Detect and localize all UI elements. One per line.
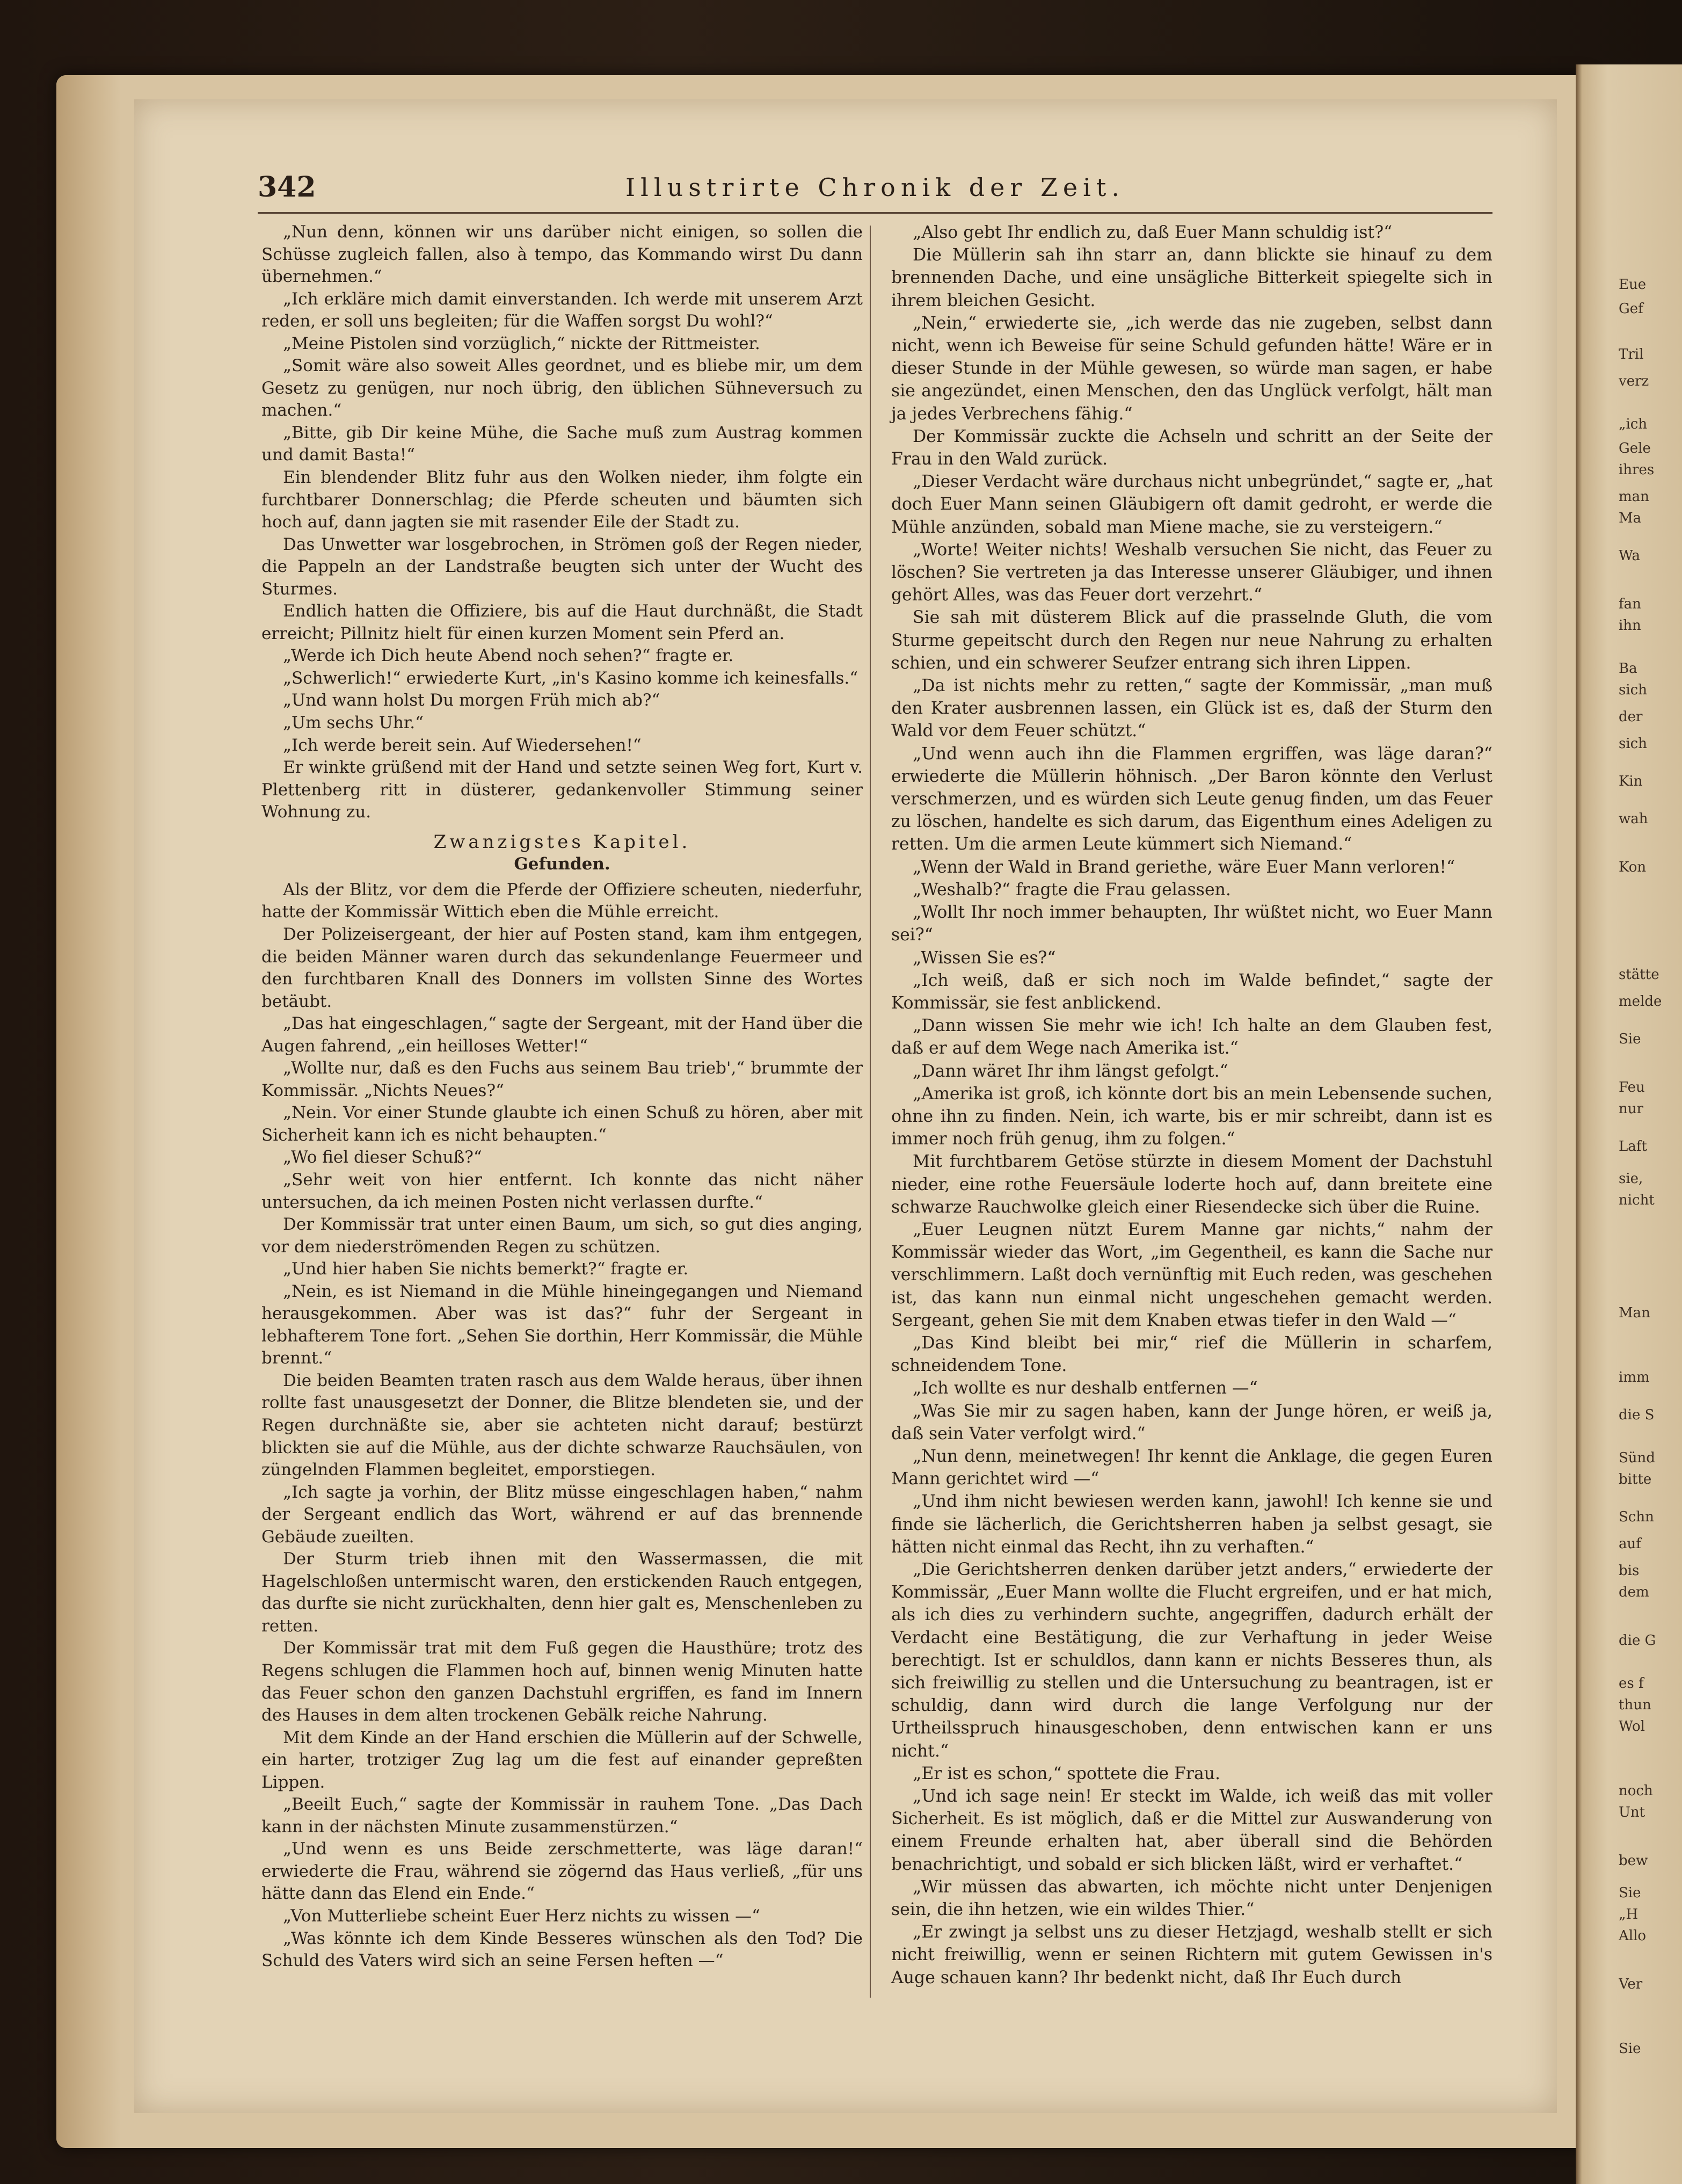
paragraph: „Und ihm nicht bewiesen werden kann, jawohl! Ich kenne sie und finde sie lächerlich, die Gerichtsherren haben ja selbst gesagt, sie hätten nicht einmal das Recht, ihn zu verhaften.“ [891, 1492, 1492, 1557]
paragraph: „Nein, es ist Niemand in die Mühle hineingegangen und Niemand herausgekommen. Aber was ist das?“ fuhr der Sergeant in lebhafterem Tone fort. „Sehen Sie dorthin, Herr Kommissär, die Mühle brennt.“ [261, 1281, 863, 1368]
left-column-text [261, 221, 863, 824]
adjacent-page-fragment: Ba [1619, 661, 1637, 677]
adjacent-page-fragment: die S [1619, 1407, 1655, 1423]
adjacent-page-fragment: Gef [1619, 301, 1643, 317]
paragraph: Ein blendender Blitz fuhr aus den Wolken nieder, ihm folgte ein furchtbarer Donnerschlag; die Pferde scheuten und bäumten sich hoch auf, dann jagten sie mit rasender Eile der Stadt zu. [261, 468, 863, 532]
paragraph: Der Kommissär trat unter einen Baum, um sich, so gut dies anging, vor dem niederströmenden Regen zu schützen. [261, 1215, 863, 1257]
paragraph: „Dann wäret Ihr ihm längst gefolgt.“ [913, 1061, 1228, 1081]
running-title: Illustrirte Chronik der Zeit. [625, 173, 1125, 202]
adjacent-page-fragment: Tril [1619, 346, 1644, 362]
adjacent-page-fragment: sie, [1619, 1171, 1643, 1187]
paragraph: „Wollt Ihr noch immer behaupten, Ihr wüßtet nicht, wo Euer Mann sei?“ [891, 903, 1492, 945]
adjacent-page-fragment: Laft [1619, 1138, 1647, 1155]
paragraph: „Ich weiß, daß er sich noch im Walde befindet,“ sagte der Kommissär, sie fest anblickend. [891, 970, 1492, 1013]
paragraph: „Ich erkläre mich damit einverstanden. Ich werde mit unserem Arzt reden, er soll uns begleiten; für die Waffen sorgst Du wohl?“ [261, 289, 863, 331]
paragraph: „Was Sie mir zu sagen haben, kann der Junge hören, er weiß ja, daß sein Vater verfolgt wird.“ [891, 1401, 1492, 1443]
adjacent-page-fragment: nur [1619, 1101, 1643, 1117]
paragraph: „Wir müssen das abwarten, ich möchte nicht unter Denjenigen sein, die ihn hetzen, wie ein wildes Thier.“ [891, 1877, 1492, 1920]
paragraph: Sie sah mit düsterem Blick auf die prasselnde Gluth, die vom Sturme gepeitscht durch den Regen nur neue Nahrung zu erhalten schien, und ein schwerer Seufzer entrang sich ihren Lippen. [891, 608, 1492, 673]
paragraph: „Ich sagte ja vorhin, der Blitz müsse eingeschlagen haben,“ nahm der Sergeant endlich das Wort, während er auf das brennende Gebäude zueilten. [261, 1482, 863, 1547]
paragraph: „Also gebt Ihr endlich zu, daß Euer Mann schuldig ist?“ [913, 223, 1393, 242]
paragraph: „Er ist es schon,“ spottete die Frau. [913, 1764, 1221, 1783]
paragraph: „Dieser Verdacht wäre durchaus nicht unbegründet,“ sagte er, „hat doch Euer Mann seinen Gläubigern oft damit gedroht, er werde die Mühle anzünden, sobald man Miene mache, sie zu versteigern.“ [891, 472, 1492, 537]
page-stack-edge [56, 75, 121, 2148]
adjacent-page-fragment: Schn [1619, 1509, 1654, 1525]
paragraph: Der Sturm trieb ihnen mit den Wassermassen, die mit Hagelschloßen untermischt waren, den erstickenden Rauch entgegen, das durfte sie nicht zurückhalten, denn hier galt es, Menschenleben zu retten. [261, 1549, 863, 1636]
paragraph: „Ich wollte es nur deshalb entfernen —“ [913, 1378, 1258, 1398]
paragraph: Der Polizeisergeant, der hier auf Posten stand, kam ihm entgegen, die beiden Männer waren durch das sekundenlange Feuermeer und den furchtbaren Knall des Donners im vollsten Sinne des Wortes betäubt. [261, 924, 863, 1011]
adjacent-page-fragment: bitte [1619, 1471, 1652, 1488]
adjacent-page-fragment: Ma [1619, 510, 1642, 526]
adjacent-page-fragment: Kin [1619, 773, 1643, 789]
page-header [258, 171, 1492, 208]
adjacent-page-fragment: sich [1619, 736, 1647, 752]
paragraph: „Nein. Vor einer Stunde glaubte ich einen Schuß zu hören, aber mit Sicherheit kann ich es nicht behaupten.“ [261, 1103, 863, 1145]
adjacent-page-fragment: bew [1619, 1853, 1648, 1869]
paragraph: „Wollte nur, daß es den Fuchs aus seinem Bau trieb',“ brummte der Kommissär. „Nichts Neues?“ [261, 1058, 863, 1100]
adjacent-page-fragment: Wa [1619, 548, 1640, 564]
adjacent-page-fragment: thun [1619, 1697, 1651, 1713]
adjacent-page-fragment: Ver [1619, 1976, 1643, 1992]
paragraph: „Beeilt Euch,“ sagte der Kommissär in rauhem Tone. „Das Dach kann in der nächsten Minute zusammenstürzen.“ [261, 1795, 863, 1837]
adjacent-page-fragment: Eue [1619, 277, 1647, 293]
adjacent-page-fragment: Gele [1619, 440, 1651, 456]
adjacent-page-fragment: die G [1619, 1632, 1656, 1649]
paragraph: „Dann wissen Sie mehr wie ich! Ich halte an dem Glauben fest, daß er auf dem Wege nach Amerika ist.“ [891, 1016, 1492, 1058]
adjacent-page-fragment: ihres [1619, 462, 1655, 478]
paragraph: „Und wenn auch ihn die Flammen ergriffen, was läge daran?“ erwiederte die Müllerin höhnisch. „Der Baron könnte den Verlust verschmerzen, und es würden sich Leute genug finden, um das Feuer zu löschen, handelte es sich darum, das Eigenthum eines Adeligen zu retten. Um die armen Leute kümmert sich Niemand.“ [891, 744, 1492, 854]
paragraph: „Um sechs Uhr.“ [283, 713, 424, 733]
adjacent-page-fragment: noch [1619, 1783, 1653, 1799]
adjacent-page-fragment: verz [1619, 373, 1649, 389]
paragraph: Der Kommissär zuckte die Achseln und schritt an der Seite der Frau in den Wald zurück. [891, 426, 1492, 469]
adjacent-page-fragment: Sünd [1619, 1450, 1655, 1466]
adjacent-page-fragment: es f [1619, 1675, 1644, 1692]
paragraph: „Nein,“ erwiederte sie, „ich werde das nie zugeben, selbst dann nicht, wenn ich Beweise für seine Schuld gefunden hätte! Wäre er in dieser Stunde in der Mühle gewesen, so würde man sagen, er habe sie angezündet, einen Menschen, den das Unglück verfolgt, hält man ja jedes Verbrechens fähig.“ [891, 313, 1492, 424]
adjacent-page-fragment: sich [1619, 682, 1647, 698]
paragraph: Mit dem Kinde an der Hand erschien die Müllerin auf der Schwelle, ein harter, trotziger Zug lag um die fest auf einander gepreßten Lippen. [261, 1728, 863, 1792]
adjacent-page-fragment: Sie [1619, 1885, 1641, 1901]
column-divider [870, 226, 871, 1998]
paragraph: Er winkte grüßend mit der Hand und setzte seinen Weg fort, Kurt v. Plettenberg ritt in düsterer, gedankenvoller Stimmung seiner Wohnung zu. [261, 758, 863, 822]
adjacent-page-fragment: „ich [1619, 416, 1648, 432]
header-rule [258, 212, 1492, 214]
adjacent-page-strip [1576, 64, 1682, 2184]
paragraph: Das Unwetter war losgebrochen, in Strömen goß der Regen nieder, die Pappeln an der Landstraße beugten sich unter der Wucht des Sturmes. [261, 534, 863, 599]
paragraph: „Und ich sage nein! Er steckt im Walde, ich weiß das mit voller Sicherheit. Es ist möglich, daß er die Mittel zur Auswanderung von einem Freunde erhalten hat, aber überall sind die Behörden benachrichtigt, und sobald er sich blicken läßt, wird er verhaftet.“ [891, 1787, 1492, 1874]
paragraph: „Worte! Weiter nichts! Weshalb versuchen Sie nicht, das Feuer zu löschen? Sie vertreten ja das Interesse unserer Gläubiger, und ihnen gehört Alles, was das Feuer dort verzehrt.“ [891, 540, 1492, 605]
paragraph: „Sehr weit von hier entfernt. Ich konnte das nicht näher untersuchen, da ich meinen Posten nicht verlassen durfte.“ [261, 1170, 863, 1212]
paragraph: „Und wenn es uns Beide zerschmetterte, was läge daran!“ erwiederte die Frau, während sie zögernd das Haus verließ, „für uns hätte dann das Elend ein Ende.“ [261, 1839, 863, 1904]
paragraph: Als der Blitz, vor dem die Pferde der Offiziere scheuten, niederfuhr, hatte der Kommissär Wittich eben die Mühle erreicht. [261, 880, 863, 922]
adjacent-page-fragment: Sie [1619, 2041, 1641, 2057]
paragraph: „Die Gerichtsherren denken darüber jetzt anders,“ erwiederte der Kommissär, „Euer Mann wollte die Flucht ergreifen, und er hat mich, als ich dies zu verhindern suchte, angegriffen, dadurch erhält der Verdacht eine Bestätigung, die zur Verhaftung in jeder Weise berechtigt. Ist er schuldlos, dann kann er nichts Besseres thun, als sich freiwillig zu stellen und die Untersuchung zu beantragen, ist er schuldig, dann wird durch die lange Verfolgung nur der Urtheilsspruch hinausgeschoben, denn entwischen kann er uns nicht.“ [891, 1559, 1492, 1761]
adjacent-page-fragment: wah [1619, 811, 1648, 827]
paragraph: „Wissen Sie es?“ [913, 948, 1056, 968]
adjacent-page-fragment: dem [1619, 1584, 1649, 1600]
right-column [891, 221, 1492, 1989]
adjacent-page-fragment: fan [1619, 596, 1641, 612]
paragraph: „Ich werde bereit sein. Auf Wiedersehen!“ [283, 735, 642, 755]
left-column [261, 221, 863, 1972]
adjacent-page-fragment: Feu [1619, 1079, 1645, 1095]
adjacent-page-fragment: Kon [1619, 859, 1647, 875]
adjacent-page-fragment: der [1619, 709, 1643, 725]
adjacent-page-fragment: imm [1619, 1369, 1650, 1385]
paragraph: „Was könnte ich dem Kinde Besseres wünschen als den Tod? Die Schuld des Vaters wird sich an seine Fersen heften —“ [261, 1928, 863, 1971]
adjacent-page-fragment: melde [1619, 993, 1662, 1010]
adjacent-page-fragment: „H [1619, 1906, 1639, 1922]
paragraph: „Meine Pistolen sind vorzüglich,“ nickte der Rittmeister. [283, 333, 760, 353]
paragraph: „Weshalb?“ fragte die Frau gelassen. [913, 880, 1231, 899]
paragraph: „Euer Leugnen nützt Eurem Manne gar nichts,“ nahm der Kommissär wieder das Wort, „im Gegentheil, es kann die Sache nur verschlimmern. Laßt doch vernünftig mit Euch reden, was geschehen ist, das kann nun einmal nicht ungeschehen gemacht werden. Sergeant, gehen Sie mit dem Knaben etwas tiefer in den Wald —“ [891, 1220, 1492, 1330]
adjacent-page-fragment: Unt [1619, 1804, 1645, 1820]
paragraph: „Wenn der Wald in Brand geriethe, wäre Euer Mann verloren!“ [913, 857, 1455, 877]
paragraph: „Bitte, gib Dir keine Mühe, die Sache muß zum Austrag kommen und damit Basta!“ [261, 423, 863, 465]
paragraph: „Von Mutterliebe scheint Euer Herz nichts zu wissen —“ [283, 1906, 761, 1926]
adjacent-page-fragment: Sie [1619, 1031, 1641, 1047]
paragraph: Der Kommissär trat mit dem Fuß gegen die Hausthüre; trotz des Regens schlugen die Flammen hoch auf, binnen wenig Minuten hatte das Feuer schon den ganzen Dachstuhl ergriffen, es fand im Innern des Hauses in dem alten trockenen Gebälk reiche Nahrung. [261, 1638, 863, 1725]
paragraph: „Das hat eingeschlagen,“ sagte der Sergeant, mit der Hand über die Augen fahrend, „ein heilloses Wetter!“ [261, 1014, 863, 1056]
adjacent-page-fragment: ihn [1619, 618, 1641, 634]
chapter-title: Zwanzigstes Kapitel. [433, 831, 691, 853]
adjacent-page-fragment: Allo [1619, 1928, 1647, 1944]
adjacent-page-fragment: Man [1619, 1305, 1650, 1321]
paragraph: „Werde ich Dich heute Abend noch sehen?“ fragte er. [283, 646, 734, 666]
paragraph: „Schwerlich!“ erwiederte Kurt, „in's Kasino komme ich keinesfalls.“ [283, 668, 858, 688]
paragraph: Endlich hatten die Offiziere, bis auf die Haut durchnäßt, die Stadt erreicht; Pillnitz hielt für einen kurzen Moment sein Pferd an. [261, 601, 863, 643]
paragraph: „Das Kind bleibt bei mir,“ rief die Müllerin in scharfem, schneidendem Tone. [891, 1333, 1492, 1376]
adjacent-page-fragment: nicht [1619, 1192, 1655, 1208]
paragraph: „Er zwingt ja selbst uns zu dieser Hetzjagd, weshalb stellt er sich nicht freiwillig, wenn er seinen Richtern mit gutem Gewissen in's Auge schauen kann? Ihr bedenkt nicht, daß Ihr Euch durch [891, 1922, 1492, 1987]
adjacent-page-fragment: bis [1619, 1563, 1640, 1579]
adjacent-page-fragment: auf [1619, 1536, 1641, 1552]
adjacent-page-fragment: stätte [1619, 967, 1659, 983]
paragraph: „Und wann holst Du morgen Früh mich ab?“ [283, 691, 660, 710]
paragraph: „Nun denn, können wir uns darüber nicht einigen, so sollen die Schüsse zugleich fallen, also à tempo, das Kommando wirst Du dann übernehmen.“ [261, 222, 863, 287]
paragraph: Mit furchtbarem Getöse stürzte in diesem Moment der Dachstuhl nieder, eine rothe Feuersäule loderte hoch auf, dann breitete eine schwarze Rauchwolke gleich einer Riesendecke sich über die Ruine. [891, 1152, 1492, 1217]
chapter-subtitle: Gefunden. [514, 854, 610, 874]
paragraph: Die beiden Beamten traten rasch aus dem Walde heraus, über ihnen rollte fast unausgesetzt der Donner, die Blitze blendeten sie, und der Regen durchnäßte sie, aber sie achteten nicht darauf; bestürzt blickten sie auf die Mühle, aus der dichte schwarze Rauchsäulen, von züngelnden Flammen begleitet, emporstiegen. [261, 1370, 863, 1480]
paragraph: „Da ist nichts mehr zu retten,“ sagte der Kommissär, „man muß den Krater ausbrennen lassen, ein Glück ist es, daß der Sturm den Wald vor dem Feuer schützt.“ [891, 676, 1492, 741]
adjacent-page-fragment: Wol [1619, 1718, 1645, 1735]
paragraph: „Nun denn, meinetwegen! Ihr kennt die Anklage, die gegen Euren Mann gerichtet wird —“ [891, 1446, 1492, 1489]
right-column-text [891, 221, 1492, 1989]
left-column-text-continued [261, 879, 863, 1972]
page-number: 342 [258, 171, 316, 204]
paragraph: „Wo fiel dieser Schuß?“ [283, 1148, 482, 1167]
paragraph: „Amerika ist groß, ich könnte dort bis an mein Lebensende suchen, ohne ihn zu finden. Nein, ich warte, bis er mir schreibt, dann ist es immer noch früh genug, ihm zu folgen.“ [891, 1084, 1492, 1149]
adjacent-page-fragment: man [1619, 489, 1649, 505]
paragraph: Die Müllerin sah ihn starr an, dann blickte sie hinauf zu dem brennenden Dache, und eine unsägliche Bitterkeit spiegelte sich in ihrem bleichen Gesicht. [891, 245, 1492, 310]
paragraph: „Und hier haben Sie nichts bemerkt?“ fragte er. [283, 1259, 689, 1279]
paragraph: „Somit wäre also soweit Alles geordnet, und es bliebe mir, um dem Gesetz zu genügen, nur noch übrig, den üblichen Sühneversuch zu machen.“ [261, 356, 863, 420]
